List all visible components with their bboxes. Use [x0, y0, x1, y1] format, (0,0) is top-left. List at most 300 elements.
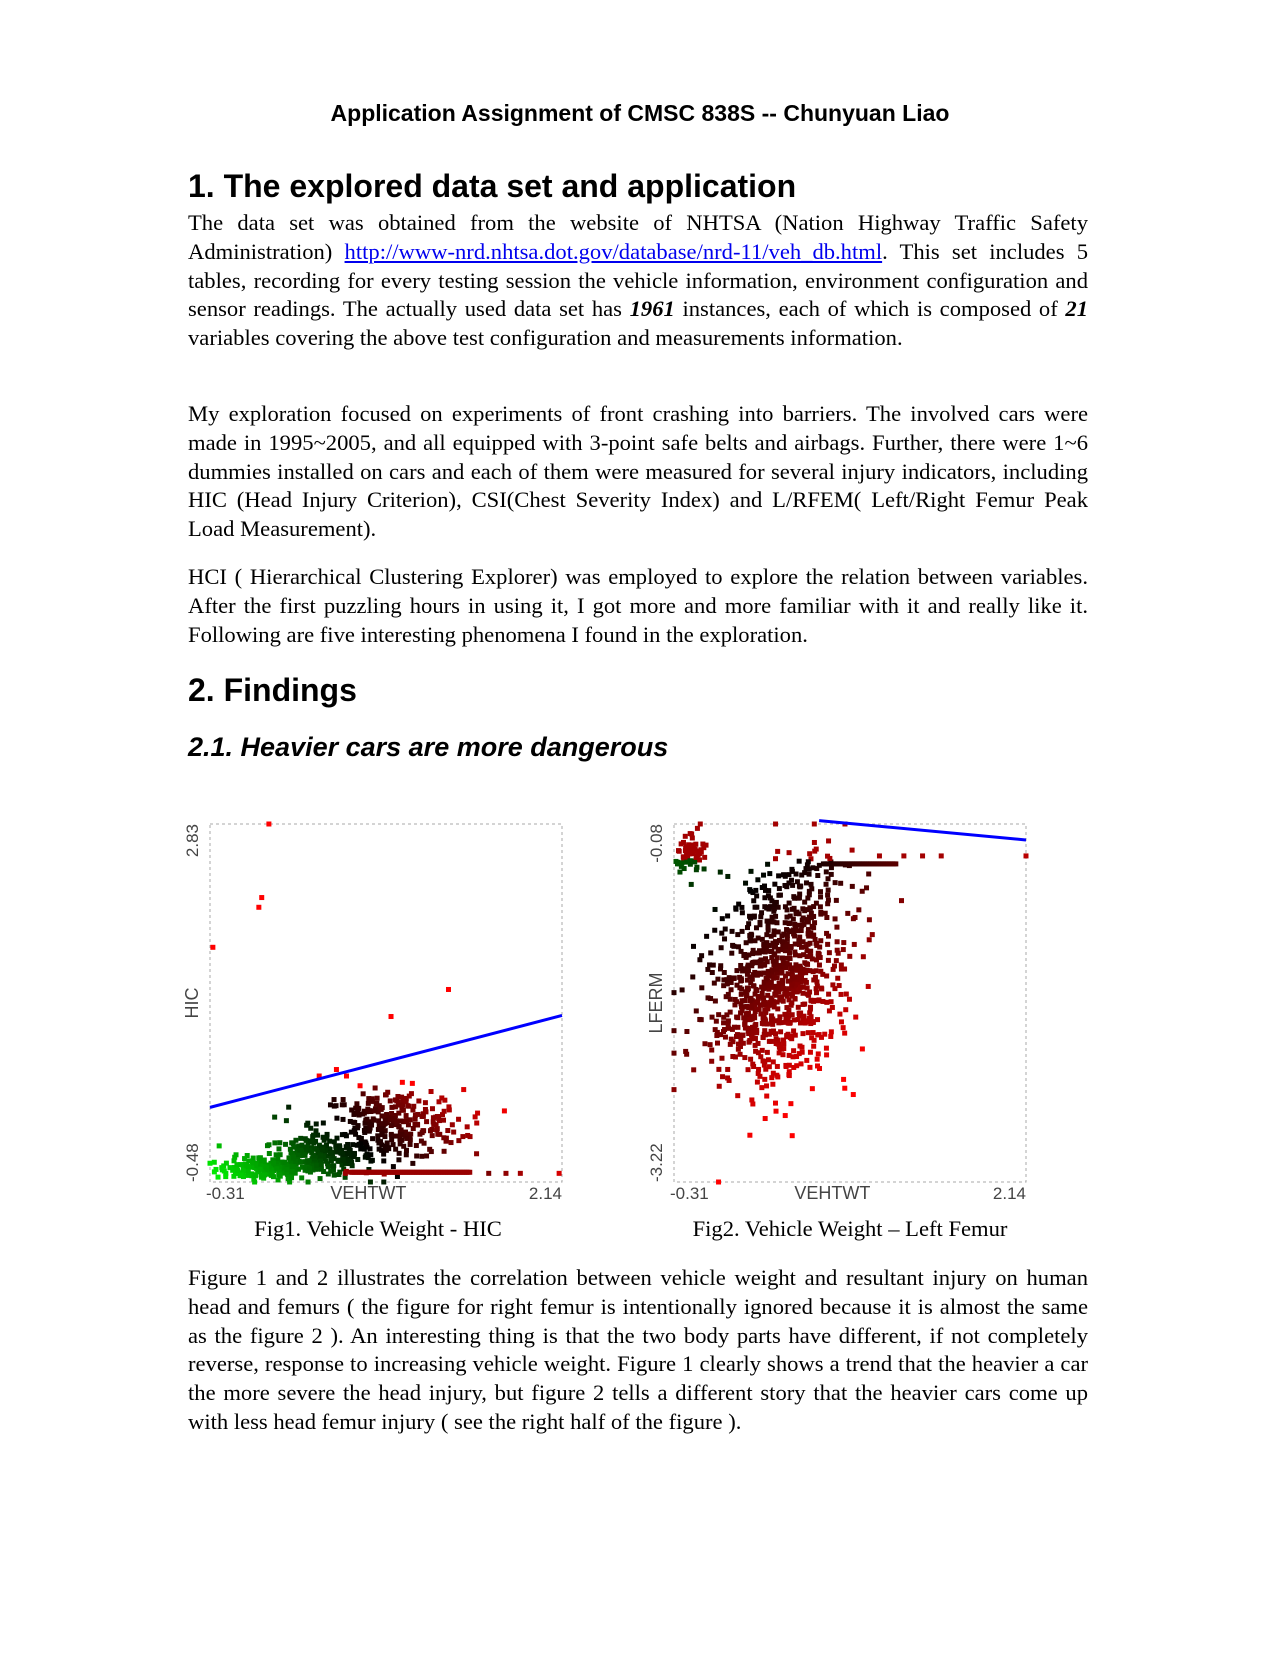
- data-point: [781, 1041, 786, 1046]
- data-point: [866, 871, 871, 876]
- data-point: [798, 985, 803, 990]
- data-point: [718, 870, 723, 875]
- data-point: [414, 1143, 419, 1148]
- data-point: [824, 1046, 829, 1051]
- nhtsa-link[interactable]: http://www-nrd.nhtsa.dot.gov/database/nrd-11/veh_db.html: [344, 238, 883, 264]
- data-point: [773, 856, 778, 861]
- data-point: [853, 915, 858, 920]
- data-point: [404, 1099, 409, 1104]
- data-point: [770, 1082, 775, 1087]
- data-point: [797, 923, 802, 928]
- data-point: [401, 1108, 406, 1113]
- data-point: [692, 859, 697, 864]
- data-point: [259, 895, 264, 900]
- data-point: [799, 1045, 804, 1050]
- data-point: [776, 948, 781, 953]
- data-point: [382, 1134, 387, 1139]
- x-tick-label-min: -0.31: [670, 1184, 709, 1203]
- data-point: [728, 1042, 733, 1047]
- data-point: [773, 1031, 778, 1036]
- data-point: [807, 915, 812, 920]
- data-point: [797, 1011, 802, 1016]
- data-point: [369, 1123, 374, 1128]
- data-point: [797, 895, 802, 900]
- data-point: [787, 1053, 792, 1058]
- data-point: [757, 950, 762, 955]
- data-point: [212, 1160, 217, 1165]
- data-point: [801, 939, 806, 944]
- y-axis-label: HIC: [182, 987, 202, 1019]
- data-point: [345, 1151, 350, 1156]
- data-point: [456, 1117, 461, 1122]
- data-point: [756, 1041, 761, 1046]
- data-point: [388, 1098, 393, 1103]
- p1-text-4: variables covering the above test configuration and measurements information.: [188, 325, 903, 351]
- data-point: [695, 826, 700, 831]
- data-point: [295, 1152, 300, 1157]
- data-point: [755, 877, 760, 882]
- data-point: [714, 1033, 719, 1038]
- data-point: [370, 1136, 375, 1141]
- data-point: [726, 1018, 731, 1023]
- data-point: [398, 1133, 403, 1138]
- data-point: [394, 1134, 399, 1139]
- data-point: [736, 1047, 741, 1052]
- data-point: [394, 1098, 399, 1103]
- data-point: [852, 942, 857, 947]
- data-point: [801, 922, 806, 927]
- data-point: [764, 1094, 769, 1099]
- data-point: [362, 1130, 367, 1135]
- data-point: [364, 1117, 369, 1122]
- data-point: [843, 1007, 848, 1012]
- data-point: [321, 1169, 326, 1174]
- p1-text-3: instances, each of which is composed of: [674, 296, 1066, 322]
- data-point: [336, 1172, 341, 1177]
- data-point: [870, 932, 875, 937]
- data-point: [841, 947, 846, 952]
- data-point: [404, 1152, 409, 1157]
- data-point: [419, 1154, 424, 1159]
- data-point: [774, 993, 779, 998]
- data-point: [769, 1075, 774, 1080]
- data-point: [275, 1166, 280, 1171]
- data-point: [291, 1145, 296, 1150]
- data-point: [431, 1115, 436, 1120]
- instances-count: 1961: [629, 296, 675, 322]
- data-point: [431, 1122, 436, 1127]
- data-point: [770, 919, 775, 924]
- data-point: [391, 1164, 396, 1169]
- data-point: [761, 1035, 766, 1040]
- data-point: [749, 1004, 754, 1009]
- data-point: [787, 921, 792, 926]
- data-point: [709, 1059, 714, 1064]
- data-point: [751, 898, 756, 903]
- data-point: [756, 971, 761, 976]
- data-point: [318, 1176, 323, 1181]
- data-point: [736, 944, 741, 949]
- data-point: [381, 1158, 386, 1163]
- data-point: [374, 1101, 379, 1106]
- data-point: [809, 882, 814, 887]
- data-point: [739, 992, 744, 997]
- data-point: [842, 967, 847, 972]
- data-point: [823, 911, 828, 916]
- data-point: [730, 929, 735, 934]
- data-point: [808, 930, 813, 935]
- data-point: [771, 1071, 776, 1076]
- data-point: [750, 951, 755, 956]
- data-point: [689, 882, 694, 887]
- data-point: [757, 1074, 762, 1079]
- data-point: [375, 1133, 380, 1138]
- data-point: [712, 928, 717, 933]
- data-point: [787, 1063, 792, 1068]
- data-point: [421, 1114, 426, 1119]
- data-point: [442, 1109, 447, 1114]
- data-point: [702, 866, 707, 871]
- data-point: [450, 1122, 455, 1127]
- data-point: [816, 1051, 821, 1056]
- data-point: [761, 996, 766, 1001]
- figure-2-scatter: [640, 816, 1060, 1236]
- data-point: [389, 1105, 394, 1110]
- data-point: [781, 986, 786, 991]
- data-point: [901, 853, 906, 858]
- data-point: [839, 1019, 844, 1024]
- subsection-2-1-heading: 2.1. Heavier cars are more dangerous: [188, 732, 669, 762]
- data-point: [713, 998, 718, 1003]
- data-point: [815, 873, 820, 878]
- data-point: [832, 963, 837, 968]
- data-point: [767, 943, 772, 948]
- section-1-paragraph-3: HCI ( Hierarchical Clustering Explorer) was employed to explore the relation between variables. After the first puzzling hours in using it, I got more and more familiar with it and really like it. Following are five interesting phenomena I found in the exploration.: [188, 564, 1088, 647]
- data-point: [713, 907, 718, 912]
- data-point: [801, 915, 806, 920]
- data-point: [742, 1055, 747, 1060]
- data-point: [383, 1144, 388, 1149]
- data-point: [788, 914, 793, 919]
- data-point: [208, 1161, 213, 1166]
- data-point: [473, 1114, 478, 1119]
- data-point: [776, 873, 781, 878]
- data-point: [271, 1161, 276, 1166]
- data-point: [287, 1180, 292, 1185]
- data-point: [850, 848, 855, 853]
- data-point: [763, 1001, 768, 1006]
- data-point: [759, 1085, 764, 1090]
- data-point: [684, 1052, 689, 1057]
- data-point: [753, 888, 758, 893]
- data-point: [776, 985, 781, 990]
- data-point: [789, 982, 794, 987]
- data-point: [400, 1080, 405, 1085]
- data-point: [753, 987, 758, 992]
- data-point: [761, 945, 766, 950]
- data-point: [795, 928, 800, 933]
- data-point: [341, 1097, 346, 1102]
- data-point: [410, 1108, 415, 1113]
- data-point: [683, 834, 688, 839]
- data-point: [423, 1107, 428, 1112]
- data-points: [672, 822, 1029, 1185]
- data-point: [219, 1165, 224, 1170]
- data-point: [837, 983, 842, 988]
- data-point: [253, 1172, 258, 1177]
- data-point: [719, 1056, 724, 1061]
- data-point: [672, 990, 677, 995]
- data-point: [767, 871, 772, 876]
- data-point: [702, 855, 707, 860]
- data-point: [734, 968, 739, 973]
- data-point: [251, 1156, 256, 1161]
- data-point: [808, 968, 813, 973]
- data-point: [791, 1048, 796, 1053]
- data-point: [746, 1031, 751, 1036]
- data-point: [808, 954, 813, 959]
- data-point: [411, 1126, 416, 1131]
- data-point: [826, 958, 831, 963]
- data-point: [724, 977, 729, 982]
- data-point: [444, 1139, 449, 1144]
- data-point: [920, 853, 925, 858]
- data-point: [746, 1026, 751, 1031]
- data-point: [811, 977, 816, 982]
- data-point: [749, 932, 754, 937]
- data-point: [716, 1180, 721, 1185]
- data-point: [722, 970, 727, 975]
- data-point: [759, 963, 764, 968]
- data-point: [853, 1015, 858, 1020]
- data-point: [720, 1074, 725, 1079]
- data-point: [811, 1044, 816, 1049]
- data-point: [763, 888, 768, 893]
- data-point: [816, 998, 821, 1003]
- data-point: [860, 1046, 865, 1051]
- data-point: [305, 1121, 310, 1126]
- data-point: [775, 1000, 780, 1005]
- data-point: [769, 996, 774, 1001]
- data-point: [766, 905, 771, 910]
- data-point: [725, 874, 730, 879]
- data-point: [727, 1078, 732, 1083]
- data-point: [790, 907, 795, 912]
- data-point: [753, 960, 758, 965]
- y-tick-label-min: -3.22: [647, 1143, 666, 1182]
- data-point: [800, 1050, 805, 1055]
- data-point: [763, 1010, 768, 1015]
- data-point: [298, 1160, 303, 1165]
- data-point: [796, 1005, 801, 1010]
- data-point: [842, 1086, 847, 1091]
- data-point: [792, 933, 797, 938]
- data-point: [740, 929, 745, 934]
- data-point: [235, 1168, 240, 1173]
- data-point: [416, 1098, 421, 1103]
- data-point: [698, 822, 703, 827]
- data-point: [410, 1161, 415, 1166]
- data-point: [284, 1118, 289, 1123]
- data-point: [734, 1034, 739, 1039]
- data-point: [709, 1048, 714, 1053]
- data-point: [679, 841, 684, 846]
- data-point: [769, 985, 774, 990]
- data-point: [802, 960, 807, 965]
- data-point: [804, 1058, 809, 1063]
- data-point: [764, 976, 769, 981]
- data-point: [423, 1100, 428, 1105]
- data-point: [308, 1138, 313, 1143]
- data-point: [765, 862, 770, 867]
- data-point: [806, 942, 811, 947]
- data-point: [754, 905, 759, 910]
- data-point: [730, 943, 735, 948]
- data-point: [748, 998, 753, 1003]
- data-point: [328, 1169, 333, 1174]
- data-point: [815, 1057, 820, 1062]
- data-point: [742, 1020, 747, 1025]
- data-point: [680, 987, 685, 992]
- data-point: [844, 992, 849, 997]
- data-point: [834, 958, 839, 963]
- data-point: [769, 1014, 774, 1019]
- data-point: [877, 853, 882, 858]
- data-point: [714, 1019, 719, 1024]
- data-point: [311, 1133, 316, 1138]
- data-point: [422, 1141, 427, 1146]
- data-point: [299, 1143, 304, 1148]
- data-point: [726, 992, 731, 997]
- data-point: [754, 1028, 759, 1033]
- data-point: [715, 1041, 720, 1046]
- data-point: [765, 959, 770, 964]
- data-point: [807, 889, 812, 894]
- data-point: [691, 1067, 696, 1072]
- data-point: [772, 882, 777, 887]
- data-point: [329, 1158, 334, 1163]
- data-point: [291, 1155, 296, 1160]
- data-point: [778, 893, 783, 898]
- data-point: [691, 944, 696, 949]
- data-point: [754, 893, 759, 898]
- data-point: [780, 955, 785, 960]
- data-point: [808, 998, 813, 1003]
- data-point: [807, 872, 812, 877]
- data-point: [804, 880, 809, 885]
- data-point: [797, 859, 802, 864]
- data-point: [352, 1120, 357, 1125]
- data-point: [395, 1094, 400, 1099]
- data-point: [806, 1030, 811, 1035]
- data-point: [672, 1087, 677, 1092]
- data-point: [729, 951, 734, 956]
- data-point: [260, 1173, 265, 1178]
- data-point: [867, 937, 872, 942]
- section-2-paragraph-1: Figure 1 and 2 illustrates the correlation between vehicle weight and resultant injury on human head and femurs ( the figure for right femur is intentionally ignored because it is almost the same as the figure 2 ). An interesting thing is that the two body parts have different, if not completely reverse, response to increasing vehicle weight. Figure 1 clearly shows a trend that the heavier a car the more severe the head injury, but figure 2 tells a different story that the heavier cars come up with less head femur injury ( see the right half of the figure ).: [188, 1265, 1088, 1434]
- data-point: [748, 916, 753, 921]
- data-point: [693, 842, 698, 847]
- data-point: [290, 1164, 295, 1169]
- data-point: [775, 1006, 780, 1011]
- data-point: [760, 1048, 765, 1053]
- data-point: [720, 916, 725, 921]
- data-point: [824, 882, 829, 887]
- data-point: [735, 1093, 740, 1098]
- data-point: [317, 1143, 322, 1148]
- data-point: [373, 1085, 378, 1090]
- data-point: [805, 896, 810, 901]
- data-point: [755, 1007, 760, 1012]
- data-point: [785, 956, 790, 961]
- data-point: [350, 1142, 355, 1147]
- data-point: [306, 1180, 311, 1185]
- data-point: [787, 901, 792, 906]
- data-point: [424, 1153, 429, 1158]
- p1-text-1: The data set was obtained from the website of NHTSA (Nation Highway Traffic Safety Administration): [188, 210, 1088, 264]
- data-point: [359, 1136, 364, 1141]
- data-point: [348, 1119, 353, 1124]
- data-point: [272, 1115, 277, 1120]
- data-point: [334, 1116, 339, 1121]
- data-point: [246, 1164, 251, 1169]
- data-point: [769, 934, 774, 939]
- data-point: [818, 910, 823, 915]
- data-point: [409, 1091, 414, 1096]
- data-point: [502, 1108, 507, 1113]
- data-point: [414, 1154, 419, 1159]
- data-point: [379, 1121, 384, 1126]
- data-point: [704, 934, 709, 939]
- data-point: [794, 1063, 799, 1068]
- data-point: [706, 995, 711, 1000]
- data-point: [815, 1017, 820, 1022]
- data-point: [812, 822, 817, 827]
- data-point: [793, 997, 798, 1002]
- data-point: [699, 1017, 704, 1022]
- data-point: [774, 900, 779, 905]
- data-point: [320, 1147, 325, 1152]
- data-point: [775, 1064, 780, 1069]
- data-point: [451, 1130, 456, 1135]
- data-point: [837, 1012, 842, 1017]
- data-point: [741, 1033, 746, 1038]
- data-point: [804, 980, 809, 985]
- data-point: [314, 1163, 319, 1168]
- data-point: [835, 948, 840, 953]
- data-point: [341, 1158, 346, 1163]
- data-point: [474, 1151, 479, 1156]
- data-point: [285, 1167, 290, 1172]
- data-point: [338, 1150, 343, 1155]
- data-point: [424, 1119, 429, 1124]
- data-point: [718, 963, 723, 968]
- data-point: [774, 1036, 779, 1041]
- data-point: [814, 943, 819, 948]
- data-point: [796, 1017, 801, 1022]
- data-point: [326, 1164, 331, 1169]
- data-point: [771, 1059, 776, 1064]
- data-point: [702, 1041, 707, 1046]
- data-point: [767, 1064, 772, 1069]
- data-point: [792, 922, 797, 927]
- data-point: [826, 838, 831, 843]
- data-point: [430, 1133, 435, 1138]
- data-point: [788, 1101, 793, 1106]
- data-point: [802, 1002, 807, 1007]
- data-point: [304, 1145, 309, 1150]
- data-point: [557, 1171, 562, 1176]
